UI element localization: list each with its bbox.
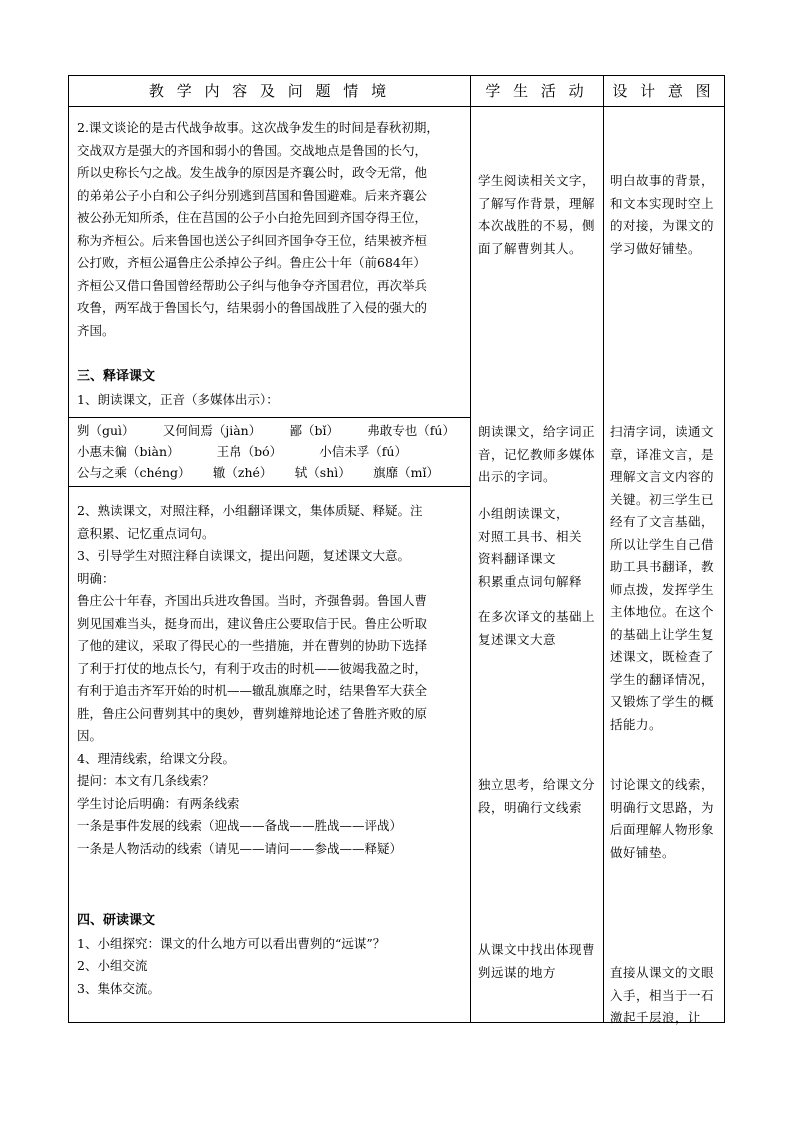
pinyin-item: 辙（zhé） xyxy=(212,465,273,480)
column-divider xyxy=(470,76,471,1022)
text-line: 积累重点词句解释 xyxy=(478,573,583,589)
text-line: 胜，鲁庄公问曹刿其中的奥妙，曹刿雄辩地论述了鲁胜齐败的原 xyxy=(77,705,428,721)
pinyin-item: 弗敢专也（fú） xyxy=(367,423,455,438)
intent-translation: 扫清字词，读通文章，译准文言，是理解文言文内容的关键。初三学生已经有了文言基础，所以让学生自己借助工具书翻译，教师点拨，发挥学生主体地位。在这个的基础上让学生复述课文，既检查了学生的翻译情况，又锻炼了学生的概括能力。 xyxy=(610,424,715,732)
text-line: 4、理清线索，给课文分段。 xyxy=(77,750,235,766)
text-line: 交战双方是强大的齐国和弱小的鲁国。交战地点是鲁国的长勺， xyxy=(77,142,428,158)
text-line: 了他的建议，采取了得民心的一些措施，并在曹刿的协助下选择 xyxy=(77,638,428,653)
pinyin-item: 旗靡（mǐ） xyxy=(373,465,439,480)
header-student-activity: 学 生 活 动 xyxy=(485,82,588,100)
activity-retell: 在多次译文的基础上复述课文大意 xyxy=(478,609,596,647)
text-line: 2、小组交流 xyxy=(77,958,148,973)
text-line: 对照工具书、相关 xyxy=(478,528,583,544)
text-line: 资料翻译课文 xyxy=(478,551,557,566)
text-line: 2、熟读课文，对照注释，小组翻译课文，集体质疑、释疑。注 xyxy=(77,503,423,518)
activity-structure: 独立思考，给课文分段，明确行文线索 xyxy=(478,777,596,815)
text-line: 学生讨论后明确：有两条线索 xyxy=(77,795,240,811)
activity-read-aloud: 朗读课文，给字词正音，记忆教师多媒体出示的字词。 xyxy=(478,424,596,484)
text-line: 所以史称长勺之战。发生战争的原因是齐襄公时，政令无常，他 xyxy=(77,165,428,180)
pinyin-box-top xyxy=(69,417,470,418)
pinyin-item: 王帛（bó） xyxy=(216,444,283,459)
section-study xyxy=(77,910,463,1000)
text-line: 一条是事件发展的线索（迎战——备战——胜战——评战） xyxy=(77,818,403,833)
section-title: 三、释译课文 xyxy=(77,369,156,384)
pinyin-item: 刿（guì） xyxy=(77,423,135,438)
text-line: 明确： xyxy=(77,570,115,586)
text-line: 称为齐桓公。后来鲁国也送公子纠回齐国争夺王位，结果被齐桓 xyxy=(77,232,428,248)
text-line: 齐桓公又借口鲁国曾经帮助公子纠与他争夺齐国君位，再次举兵 xyxy=(77,277,428,293)
activity-background: 学生阅读相关文字，了解写作背景，理解本次战胜的不易，侧面了解曹刿其人。 xyxy=(478,173,596,256)
text-line: 被公孙无知所杀，住在莒国的公子小白抢先回到齐国夺得王位， xyxy=(77,210,428,225)
intent-study: 直接从课文的文眼入手，相当于一石激起千层浪，让 xyxy=(610,965,715,1025)
text-line: 提问：本文有几条线索？ xyxy=(77,773,215,788)
header-teaching-content: 教 学 内 容 及 问 题 情 境 xyxy=(148,82,391,100)
lesson-plan-table xyxy=(68,75,725,1023)
background-paragraph xyxy=(77,117,463,342)
text-line: 1、小组探究：课文的什么地方可以看出曹刿的“远谋”？ xyxy=(77,935,386,951)
pinyin-row xyxy=(77,441,407,462)
pinyin-item: 公与之乘（chéng） xyxy=(77,465,191,480)
pinyin-item: 小信未孚（fú） xyxy=(319,444,407,459)
pinyin-item: 鄙（bǐ） xyxy=(289,423,340,438)
text-line: 3、引导学生对照注释自读课文，提出问题，复述课文大意。 xyxy=(77,548,410,563)
section-heading-interpret xyxy=(77,366,463,411)
text-line: 有利于追击齐军开始的时机——辙乱旗靡之时，结果鲁军大获全 xyxy=(77,683,428,698)
pinyin-row xyxy=(77,420,455,441)
intent-structure: 讨论课文的线索，明确行文思路，为后面理解人物形象做好铺垫。 xyxy=(610,777,715,860)
text-line: 2.课文谈论的是古代战争故事。这次战争发生的时间是春秋初期， xyxy=(77,120,439,135)
text-line: 齐国。 xyxy=(77,322,115,338)
pinyin-item: 又何间焉（jiàn） xyxy=(162,423,262,438)
translation-steps xyxy=(77,500,463,860)
text-line: 公打败，齐桓公逼鲁庄公杀掉公子纠。鲁庄公十年（前684年） xyxy=(77,255,426,270)
pinyin-list xyxy=(77,420,463,483)
text-line: 因。 xyxy=(77,728,103,743)
text-line: 攻鲁，两军战于鲁国长勺，结果弱小的鲁国战胜了入侵的强大的 xyxy=(77,300,428,315)
pinyin-row xyxy=(77,462,439,483)
text-line: 3、集体交流。 xyxy=(77,980,160,996)
text-line: 鲁庄公十年春，齐国出兵进攻鲁国。当时，齐强鲁弱。鲁国人曹 xyxy=(77,593,428,608)
header-design-intent: 设 计 意 图 xyxy=(612,82,715,100)
text-line: 刿见国难当头，挺身而出，建议鲁庄公要取信于民。鲁庄公听取 xyxy=(77,615,428,631)
header-divider xyxy=(69,106,724,107)
pinyin-item: 小惠未徧（biàn） xyxy=(77,444,180,459)
text-line: 了利于打仗的地点长勺，有利于攻击的时机——彼竭我盈之时， xyxy=(77,660,428,676)
intent-background: 明白故事的背景，和文本实现时空上的对接，为课文的学习做好铺垫。 xyxy=(610,173,715,256)
activity-group-translate xyxy=(478,503,596,593)
step-1: 1、朗读课文，正音（多媒体出示）： xyxy=(77,391,279,407)
text-line: 意积累、记忆重点词句。 xyxy=(77,525,215,541)
text-line: 的弟弟公子小白和公子纠分别逃到莒国和鲁国避难。后来齐襄公 xyxy=(77,187,428,203)
activity-find-evidence: 从课文中找出体现曹刿远谋的地方 xyxy=(478,942,596,980)
pinyin-item: 轼（shì） xyxy=(294,465,351,480)
text-line: 小组朗读课文， xyxy=(478,506,570,521)
pinyin-box-bottom xyxy=(69,486,470,487)
section-title: 四、研读课文 xyxy=(77,913,156,928)
column-divider xyxy=(603,76,604,1022)
text-line: 一条是人物活动的线索（请见——请问——参战——释疑） xyxy=(77,840,403,856)
